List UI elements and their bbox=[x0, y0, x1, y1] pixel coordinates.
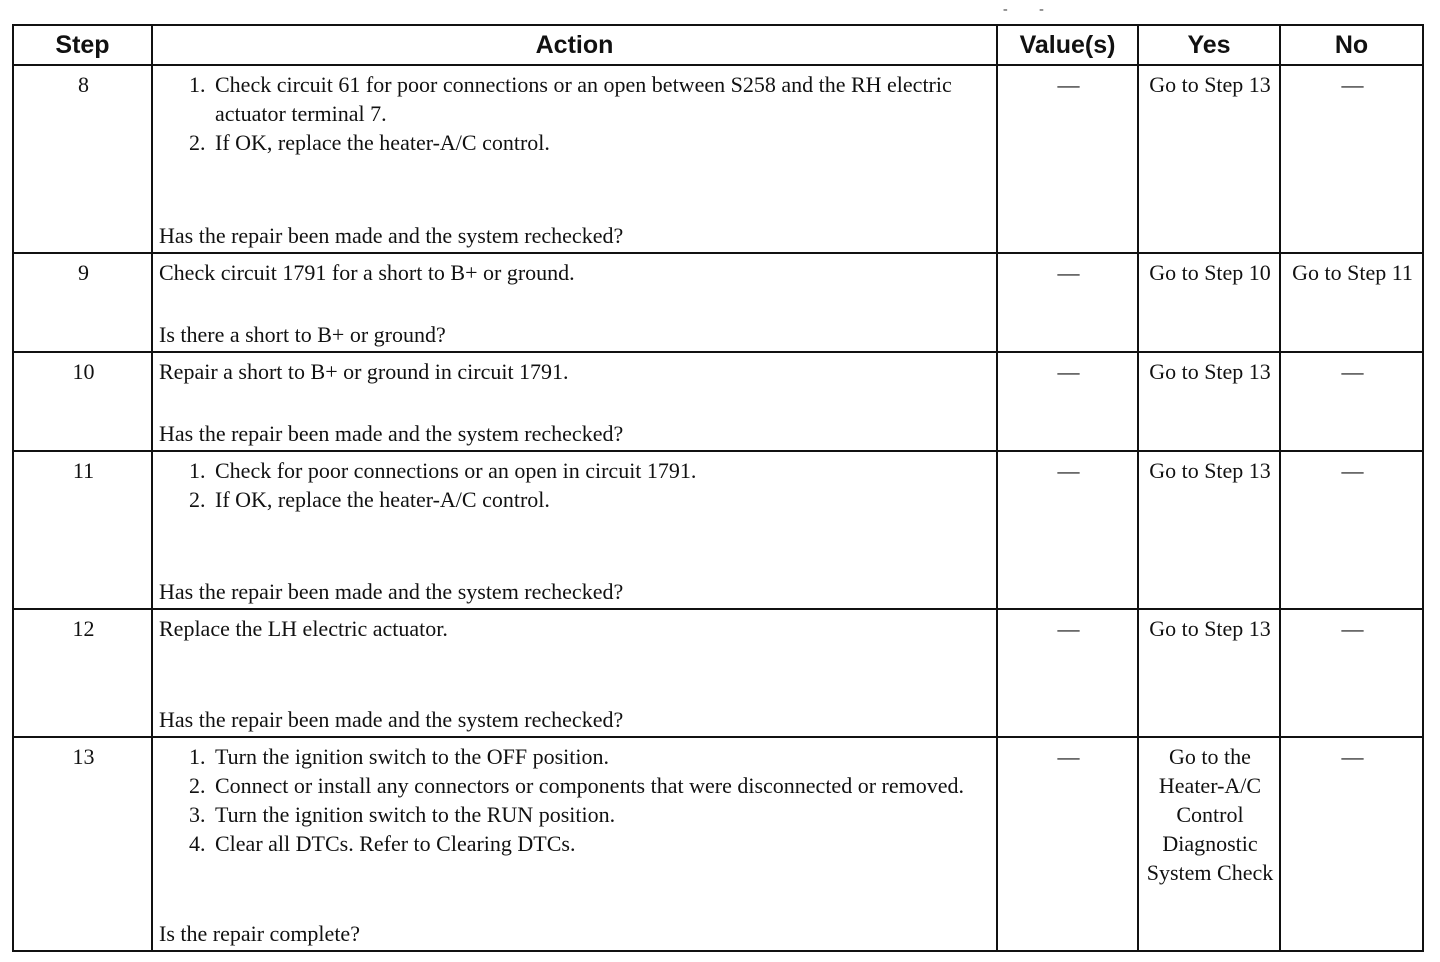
table-row-step-12 bbox=[13, 609, 1423, 737]
action-step: 1. Turn the ignition switch to the OFF position. bbox=[211, 742, 992, 771]
no-cell: — bbox=[1280, 65, 1423, 253]
action-text: Check circuit 1791 for a short to B+ or ground. bbox=[159, 260, 575, 285]
action-question: Has the repair been made and the system rechecked? bbox=[159, 579, 624, 604]
yes-cell: Go to the Heater-A/C Control Diagnostic System Check bbox=[1138, 737, 1280, 951]
table-row-step-8 bbox=[13, 65, 1423, 253]
header-row bbox=[13, 25, 1423, 65]
action-cell bbox=[152, 609, 997, 737]
value-cell: — bbox=[997, 609, 1138, 737]
step-number: 10 bbox=[13, 352, 152, 451]
action-steps bbox=[159, 742, 992, 858]
yes-cell: Go to Step 10 bbox=[1138, 253, 1280, 352]
action-step: 1. Check for poor connections or an open in circuit 1791. bbox=[211, 456, 992, 485]
action-steps bbox=[159, 70, 992, 157]
action-step: 2. Connect or install any connectors or components that were disconnected or removed. bbox=[211, 771, 992, 800]
action-question: Has the repair been made and the system rechecked? bbox=[159, 223, 624, 248]
yes-cell: Go to Step 13 bbox=[1138, 451, 1280, 609]
no-cell: — bbox=[1280, 451, 1423, 609]
step-number: 9 bbox=[13, 253, 152, 352]
action-steps bbox=[159, 456, 992, 514]
action-cell bbox=[152, 737, 997, 951]
header-step: Step bbox=[13, 25, 152, 65]
yes-cell: Go to Step 13 bbox=[1138, 609, 1280, 737]
yes-cell: Go to Step 13 bbox=[1138, 65, 1280, 253]
value-cell: — bbox=[997, 737, 1138, 951]
action-question: Is there a short to B+ or ground? bbox=[159, 322, 446, 347]
action-cell bbox=[152, 65, 997, 253]
action-step: 4. Clear all DTCs. Refer to Clearing DTCs. bbox=[211, 829, 992, 858]
action-question: Has the repair been made and the system rechecked? bbox=[159, 707, 624, 732]
table-row-step-10 bbox=[13, 352, 1423, 451]
header-action: Action bbox=[152, 25, 997, 65]
action-step: 3. Turn the ignition switch to the RUN position. bbox=[211, 800, 992, 829]
header-values: Value(s) bbox=[997, 25, 1138, 65]
table-row-step-13 bbox=[13, 737, 1423, 951]
no-cell: Go to Step 11 bbox=[1280, 253, 1423, 352]
header-no: No bbox=[1280, 25, 1423, 65]
action-text: Replace the LH electric actuator. bbox=[159, 616, 448, 641]
page-marks: - - bbox=[1003, 2, 1058, 17]
table-row-step-11 bbox=[13, 451, 1423, 609]
yes-cell: Go to Step 13 bbox=[1138, 352, 1280, 451]
step-number: 13 bbox=[13, 737, 152, 951]
action-step: 2. If OK, replace the heater-A/C control. bbox=[211, 485, 992, 514]
value-cell: — bbox=[997, 451, 1138, 609]
step-number: 8 bbox=[13, 65, 152, 253]
no-cell: — bbox=[1280, 352, 1423, 451]
step-number: 11 bbox=[13, 451, 152, 609]
no-cell: — bbox=[1280, 609, 1423, 737]
value-cell: — bbox=[997, 352, 1138, 451]
value-cell: — bbox=[997, 253, 1138, 352]
action-cell bbox=[152, 451, 997, 609]
action-step: 1. Check circuit 61 for poor connections or an open between S258 and the RH electric actuator terminal 7. bbox=[211, 70, 992, 128]
step-number: 12 bbox=[13, 609, 152, 737]
table-row-step-9 bbox=[13, 253, 1423, 352]
header-yes: Yes bbox=[1138, 25, 1280, 65]
action-question: Has the repair been made and the system rechecked? bbox=[159, 421, 624, 446]
action-question: Is the repair complete? bbox=[159, 921, 360, 946]
action-cell bbox=[152, 253, 997, 352]
action-text: Repair a short to B+ or ground in circuit 1791. bbox=[159, 359, 569, 384]
value-cell: — bbox=[997, 65, 1138, 253]
action-step: 2. If OK, replace the heater-A/C control. bbox=[211, 128, 992, 157]
action-cell bbox=[152, 352, 997, 451]
diagnostic-table bbox=[12, 24, 1424, 952]
no-cell: — bbox=[1280, 737, 1423, 951]
